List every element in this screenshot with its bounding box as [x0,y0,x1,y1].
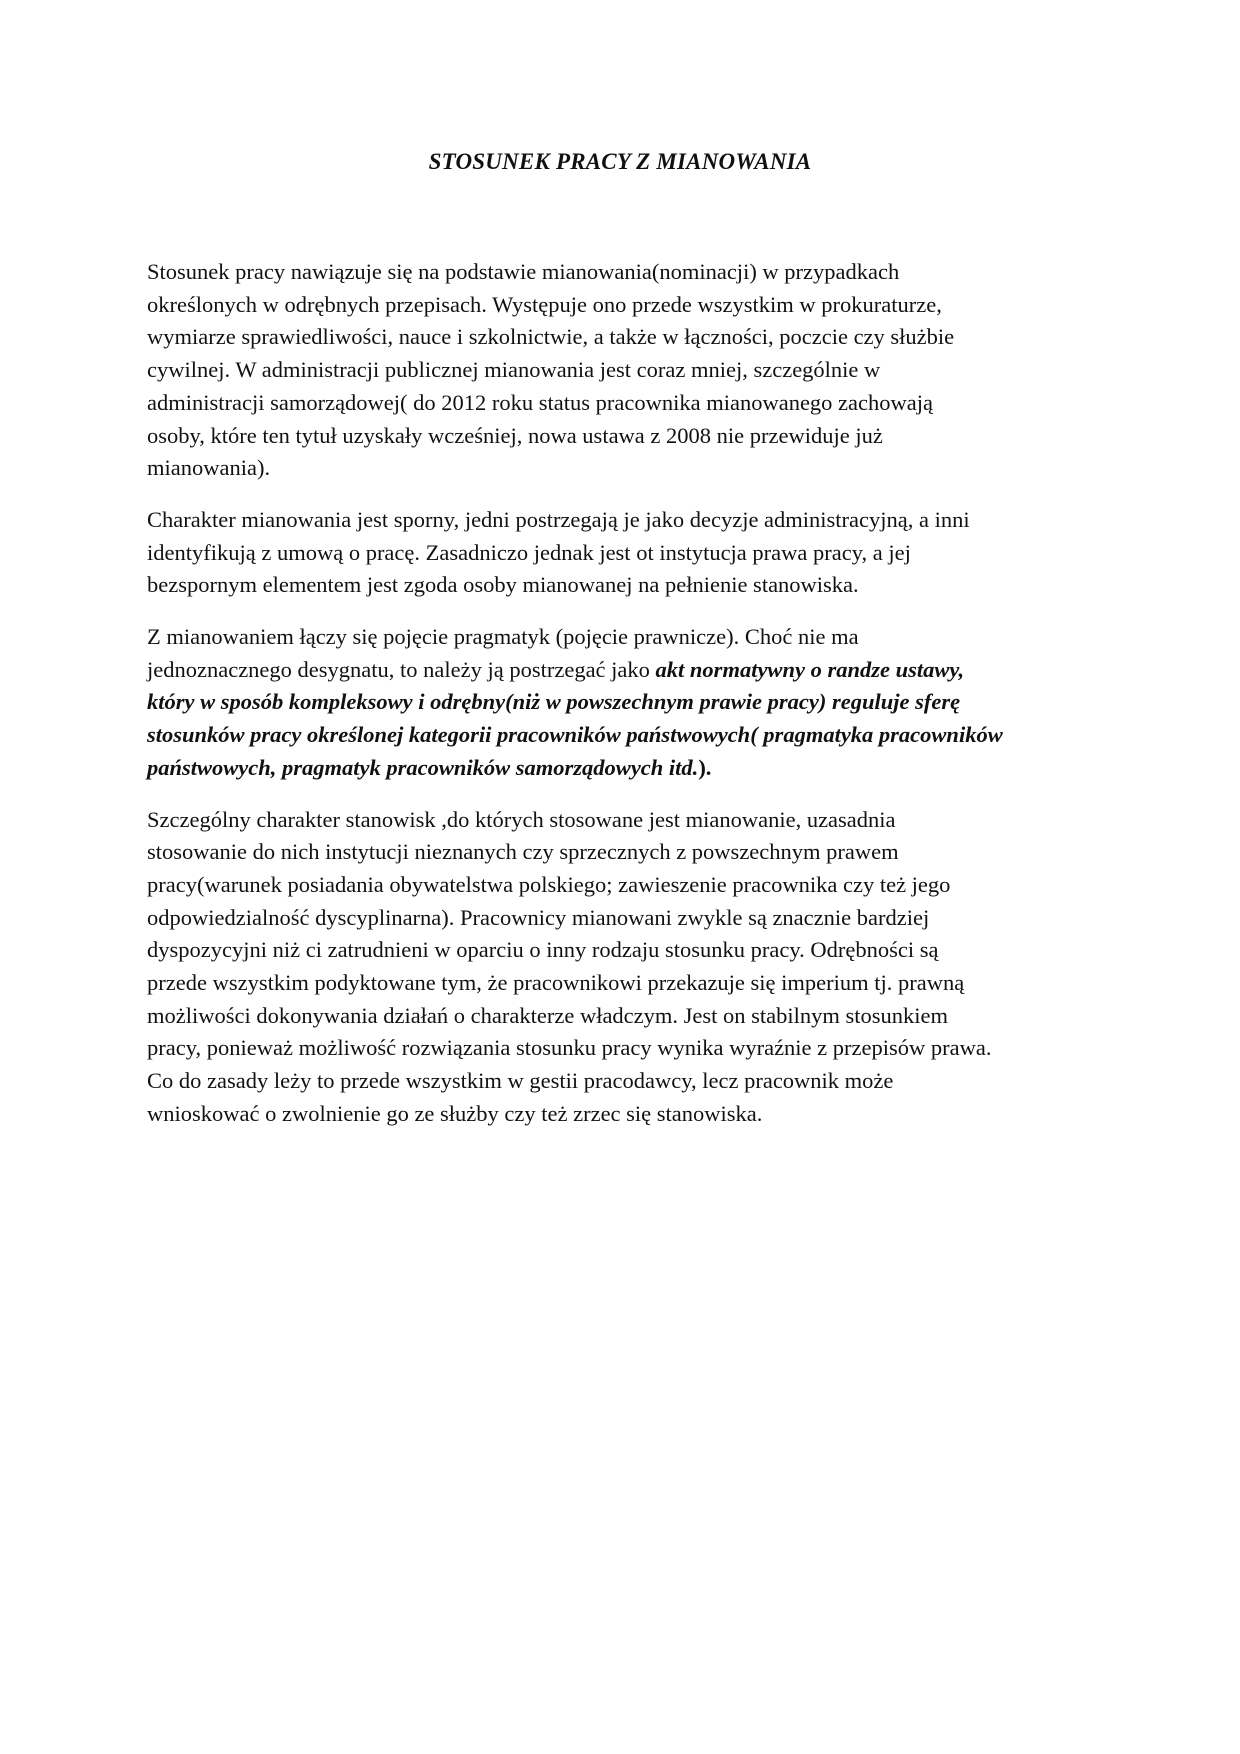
text-line: pracy, ponieważ możliwość rozwiązania stosunku pracy wynika wyraźnie z przepisów prawa. [147,1035,992,1061]
text-line: mianowania). [147,455,271,481]
text-line: wymiarze sprawiedliwości, nauce i szkolnictwie, a także w łączności, poczcie czy służbie [147,324,955,350]
text-line: dyspozycyjni niż ci zatrudnieni w oparciu o inny rodzaju stosunku pracy. Odrębności są [147,937,939,963]
document-body [147,256,1097,1150]
paragraph-2 [147,504,1097,602]
text-line: określonych w odrębnych przepisach. Występuje ono przede wszystkim w prokuraturze, [147,291,942,317]
text-run: jednoznacznego desygnatu, to należy ją postrzegać jako [147,656,656,682]
paragraph-1 [147,256,1097,485]
text-line: pracy(warunek posiadania obywatelstwa polskiego; zawieszenie pracownika czy też jego [147,871,951,897]
paragraph-4 [147,804,1097,1131]
text-line: administracji samorządowej( do 2012 roku status pracownika mianowanego zachowają [147,389,933,415]
emphasized-text: akt normatywny o randze ustawy, [655,656,965,682]
text-line: Z mianowaniem łączy się pojęcie pragmatyk (pojęcie prawnicze). Choć nie ma [147,624,859,650]
text-line: cywilnej. W administracji publicznej mianowania jest coraz mniej, szczególnie w [147,357,881,383]
text-line: Szczególny charakter stanowisk ,do których stosowane jest mianowanie, uzasadnia [147,806,896,832]
emphasized-text: który w sposób kompleksowy i odrębny(niż w powszechnym prawie pracy) reguluje sferę [147,689,961,715]
text-line: Stosunek pracy nawiązuje się na podstawie mianowania(nominacji) w przypadkach [147,259,900,284]
text-line: odpowiedzialność dyscyplinarna). Pracownicy mianowani zwykle są znacznie bardziej [147,904,930,930]
emphasized-text: stosunków pracy określonej kategorii pracowników państwowych( pragmatyka pracowników [147,722,1003,748]
text-line: Co do zasady leży to przede wszystkim w gestii pracodawcy, lecz pracownik może [147,1068,894,1094]
paragraph-3 [147,621,1097,785]
document-title: STOSUNEK PRACY Z MIANOWANIA [428,149,812,174]
text-line: wnioskować o zwolnienie go ze służby czy też zrzec się stanowiska. [147,1100,763,1126]
text-line-mixed [147,752,1097,785]
emphasized-text: państwowych, pragmatyk pracowników samorządowych itd. [147,754,699,780]
text-run: ). [698,754,712,780]
text-line: możliwości dokonywania działań o charakterze władczym. Jest on stabilnym stosunkiem [147,1002,949,1028]
text-line: stosowanie do nich instytucji nieznanych czy sprzecznych z powszechnym prawem [147,839,899,865]
text-line: bezspornym elementem jest zgoda osoby mianowanej na pełnienie stanowiska. [147,572,859,598]
text-line: Charakter mianowania jest sporny, jedni postrzegają je jako decyzje administracyjną, a inni [147,506,970,532]
text-line-mixed [147,654,1097,687]
text-line: identyfikują z umową o pracę. Zasadniczo jednak jest ot instytucja prawa pracy, a jej [147,539,911,565]
text-line: osoby, które ten tytuł uzyskały wcześniej, nowa ustawa z 2008 nie przewiduje już [147,422,883,448]
text-line: przede wszystkim podyktowane tym, że pracownikowi przekazuje się imperium tj. prawną [147,970,965,996]
